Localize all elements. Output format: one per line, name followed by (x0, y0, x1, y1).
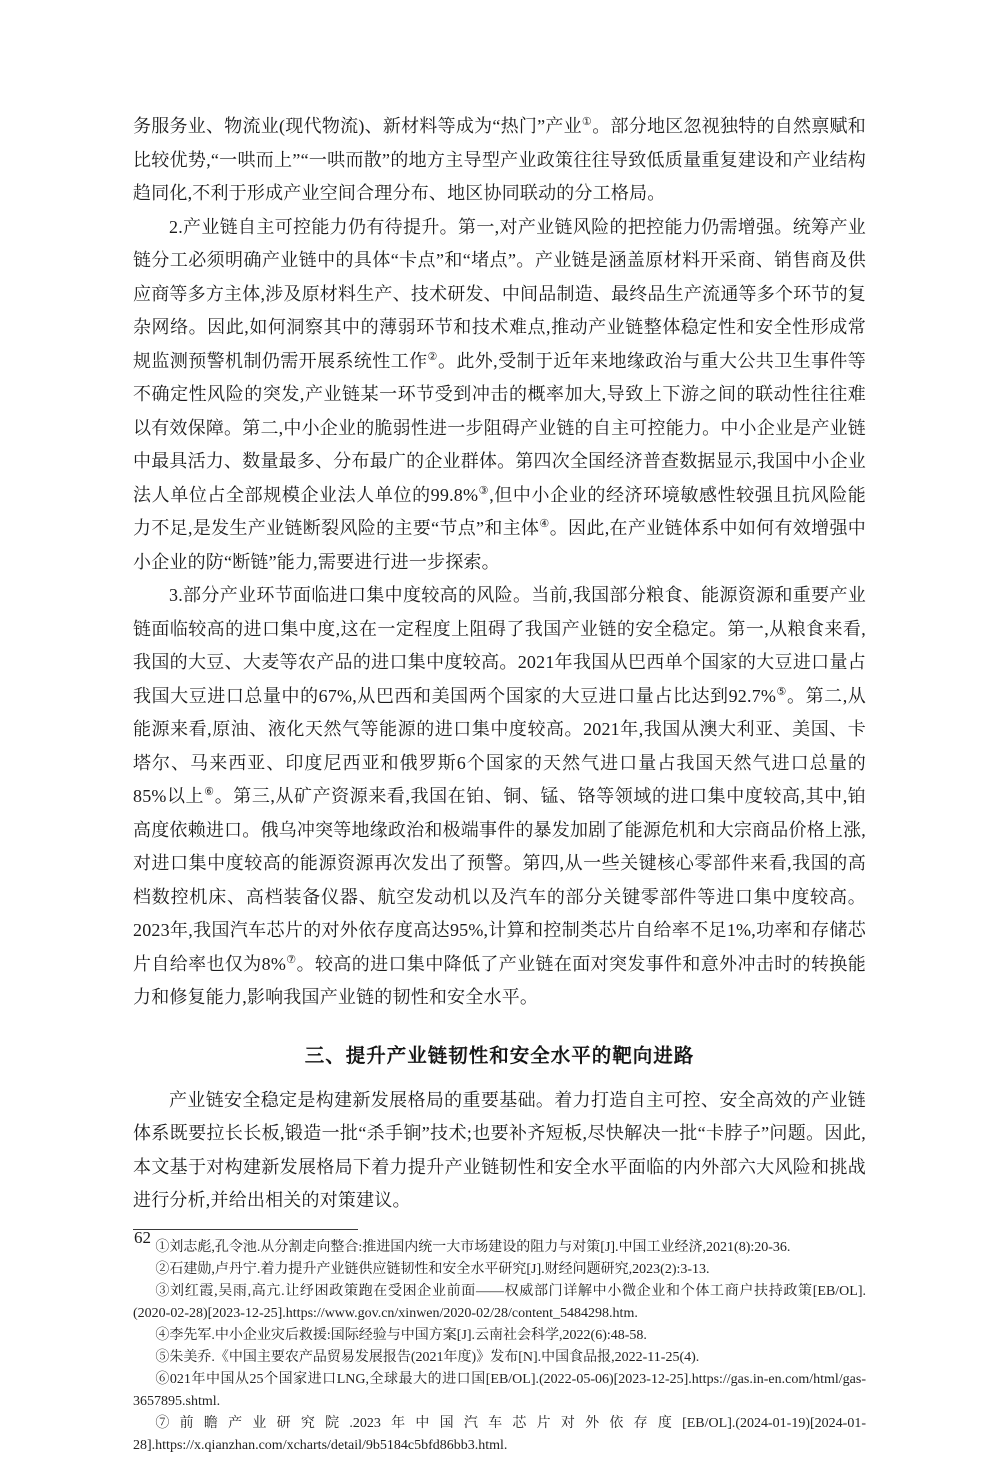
body-paragraph-continuation: 务服务业、物流业(现代物流)、新材料等成为“热门”产业①。部分地区忽视独特的自然禀赋和比较优势,“一哄而上”“一哄而散”的地方主导型产业政策往往导致低质量重复建设和产业结构趋同化,不利于形成产业空间合理分布、地区协同联动的分工格局。 (133, 116, 866, 203)
body-paragraph-point-2: 2.产业链自主可控能力仍有待提升。第一,对产业链风险的把控能力仍需增强。统筹产业链分工必须明确产业链中的具体“卡点”和“堵点”。产业链是涵盖原材料开采商、销售商及供应商等多方主体,涉及原材料生产、技术研发、中间品制造、最终品生产流通等多个环节的复杂网络。因此,如何洞察其中的薄弱环节和技术难点,推动产业链整体稳定性和安全性形成常规监测预警机制仍需开展系统性工作②。此外,受制于近年来地缘政治与重大公共卫生事件等不确定性风险的突发,产业链某一环节受到冲击的概率加大,导致上下游之间的联动性往往难以有效保障。第二,中小企业的脆弱性进一步阻碍产业链的自主可控能力。中小企业是产业链中最具活力、数量最多、分布最广的企业群体。第四次全国经济普查数据显示,我国中小企业法人单位占全部规模企业法人单位的99.8%③,但中小企业的经济环境敏感性较强且抗风险能力不足,是发生产业链断裂风险的主要“节点”和主体④。因此,在产业链体系中如何有效增强中小企业的防“断链”能力,需要进行进一步探索。 (133, 216, 867, 572)
section-heading: 三、提升产业链韧性和安全水平的靶向进路 (304, 1044, 695, 1067)
footnote-item-5: ⑤朱美乔.《中国主要农产品贸易发展报告(2021年度)》发布[N].中国食品报,2022-11-25(4). (155, 1349, 700, 1365)
footnote-item-7: ⑦前瞻产业研究院.2023年中国汽车芯片对外依存度[EB/OL].(2024-01-19)[2024-01-28].https://x.qianzhan.com/xcharts/detail/9b5184c5bfd86bb3.html. (133, 1415, 866, 1453)
footnote-item-1: ①刘志彪,孔令池.从分割走向整合:推进国内统一大市场建设的阻力与对策[J].中国工业经济,2021(8):20-36. (155, 1239, 791, 1255)
body-paragraph-point-3: 3.部分产业环节面临进口集中度较高的风险。当前,我国部分粮食、能源资源和重要产业链面临较高的进口集中度,这在一定程度上阻碍了我国产业链的安全稳定。第一,从粮食来看,我国的大豆、大麦等农产品的进口集中度较高。2021年我国从巴西单个国家的大豆进口量占我国大豆进口总量中的67%,从巴西和美国两个国家的大豆进口量占比达到92.7%⑤。第二,从能源来看,原油、液化天然气等能源的进口集中度较高。2021年,我国从澳大利亚、美国、卡塔尔、马来西亚、印度尼西亚和俄罗斯6个国家的天然气进口量占我国天然气进口总量的85%以上⑥。第三,从矿产资源来看,我国在铂、铜、锰、铬等领域的进口集中度较高,其中,铂高度依赖进口。俄乌冲突等地缘政治和极端事件的暴发加剧了能源危机和大宗商品价格上涨,对进口集中度较高的能源资源再次发出了预警。第四,从一些关键核心零部件来看,我国的高档数控机床、高档装备仪器、航空发动机以及汽车的部分关键零部件等进口集中度较高。2023年,我国汽车芯片的对外依存度高达95%,计算和控制类芯片自给率不足1%,功率和存储芯片自给率也仅为8%⑦。较高的进口集中降低了产业链在面对突发事件和意外冲击时的转换能力和修复能力,影响我国产业链的韧性和安全水平。 (133, 585, 867, 1007)
footnote-item-6: ⑥021年中国从25个国家进口LNG,全球最大的进口国[EB/OL].(2022-05-06)[2023-12-25].https://gas.in-en.com/html/gas-3657895.shtml. (133, 1371, 866, 1409)
section-intro-paragraph: 产业链安全稳定是构建新发展格局的重要基础。着力打造自主可控、安全高效的产业链体系既要拉长长板,锻造一批“杀手锏”技术;也要补齐短板,尽快解决一批“卡脖子”问题。因此,本文基于对构建新发展格局下着力提升产业链韧性和安全水平面临的内外部六大风险和挑战进行分析,并给出相关的对策建议。 (133, 1089, 866, 1210)
footnote-item-3: ③刘红霞,吴雨,高亢.让纾困政策跑在受困企业前面——权威部门详解中小微企业和个体工商户扶持政策[EB/OL].(2020-02-28)[2023-12-25].https://www.gov.cn/xinwen/2020-02/28/content_5484298.htm. (133, 1283, 866, 1321)
footnote-item-4: ④李先军.中小企业灾后救援:国际经验与中国方案[J].云南社会科学,2022(6):48-58. (155, 1327, 647, 1343)
page-content (133, 110, 866, 1457)
page-number: 62 (134, 1228, 151, 1247)
footnotes-block (133, 1237, 866, 1457)
footnote-item-2: ②石建勋,卢丹宁.着力提升产业链供应链韧性和安全水平研究[J].财经问题研究,2023(2):3-13. (155, 1261, 710, 1277)
footnote-divider (133, 1229, 358, 1230)
